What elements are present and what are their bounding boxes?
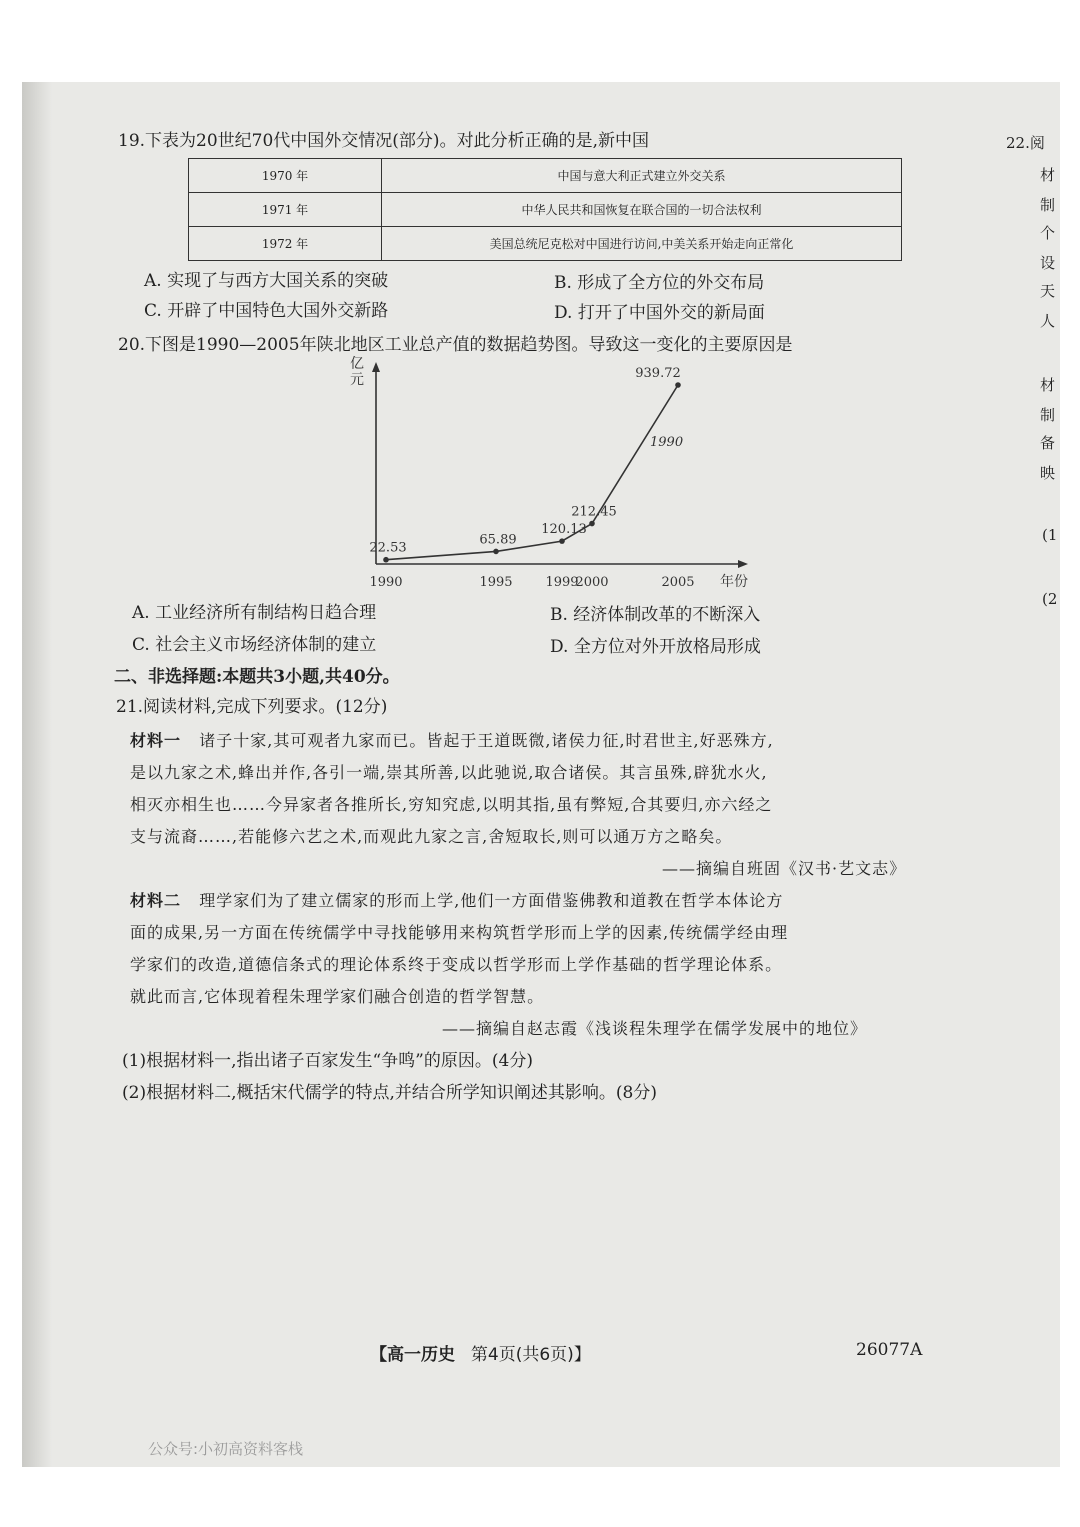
- data-point: [589, 521, 595, 527]
- data-label: 22.53: [369, 540, 407, 556]
- table-cell-year: 1971 年: [189, 193, 382, 227]
- right-column-char: 个: [1040, 224, 1056, 242]
- table-row: [189, 193, 902, 227]
- q21-sub-1: (1)根据材料一,指出诸子百家发生“争鸣”的原因。(4分): [122, 1051, 533, 1071]
- data-label: 120.13: [541, 522, 587, 538]
- q20-stem: 20.下图是1990—2005年陕北地区工业总产值的数据趋势图。导致这一变化的主要原因是: [118, 335, 793, 355]
- x-tick-label: 1999: [545, 575, 579, 590]
- x-tick-label: 1995: [479, 575, 513, 590]
- data-point: [675, 382, 681, 388]
- right-column-char: 人: [1040, 312, 1056, 330]
- right-column-char: 备: [1040, 434, 1056, 452]
- table-cell-event: 中国与意大利正式建立外交关系: [382, 159, 902, 193]
- q19-option-b: B. 形成了全方位的外交布局: [554, 273, 765, 293]
- data-label: 212.45: [571, 504, 617, 520]
- q20-option-b: B. 经济体制改革的不断深入: [550, 605, 761, 625]
- q20-option-a: A. 工业经济所有制结构日趋合理: [132, 603, 377, 623]
- chart-annotation: 1990: [650, 435, 684, 450]
- material-1-line: 相灭亦相生也……今异家者各推所长,穷知究虑,以明其指,虽有弊短,合其要归,亦六经之: [130, 795, 773, 814]
- table-row: [189, 227, 902, 261]
- material-1-label: 材料一: [130, 731, 182, 750]
- footer-page: 第4页(共6页)】: [470, 1345, 591, 1365]
- table-cell-event: 美国总统尼克松对中国进行访问,中美关系开始走向正常化: [382, 227, 902, 261]
- right-column-char: 制: [1040, 196, 1056, 214]
- x-tick-label: 2005: [661, 575, 695, 590]
- material-2-line: 就此而言,它体现着程朱理学家们融合创造的哲学智慧。: [130, 987, 545, 1006]
- q21-sub-2: (2)根据材料二,概括宋代儒学的特点,并结合所学知识阐述其影响。(8分): [122, 1083, 657, 1103]
- footer-subject: 【高一历史: [370, 1345, 455, 1365]
- material-1-line: 是以九家之术,蜂出并作,各引一端,崇其所善,以此驰说,取合诸侯。其言虽殊,辟犹水火,: [130, 763, 768, 782]
- q22-stub: 22.阅: [1006, 134, 1045, 152]
- series-line: [386, 385, 678, 560]
- x-axis-arrow: [738, 560, 748, 568]
- q19-option-c: C. 开辟了中国特色大国外交新路: [144, 301, 389, 321]
- table-cell-year: 1970 年: [189, 159, 382, 193]
- q19-table: [188, 158, 902, 261]
- right-column-char: 映: [1040, 464, 1056, 482]
- x-tick-label: 2000: [575, 575, 609, 590]
- y-axis-arrow: [372, 362, 380, 372]
- watermark: 公众号:小初高资料客栈: [148, 1440, 304, 1458]
- table-cell-year: 1972 年: [189, 227, 382, 261]
- material-2-source: ——摘编自赵志霞《浅谈程朱理学在儒学发展中的地位》: [442, 1019, 868, 1038]
- material-text: 理学家们为了建立儒家的形而上学,他们一方面借鉴佛教和道教在哲学本体论方: [199, 891, 784, 910]
- data-point: [493, 549, 499, 555]
- q20-option-c: C. 社会主义市场经济体制的建立: [132, 635, 377, 655]
- right-column-char: (1: [1042, 526, 1058, 544]
- material-1-line: 支与流裔……,若能修六艺之术,而观此九家之言,舍短取长,则可以通万方之略矣。: [130, 827, 733, 846]
- right-column-char: 材: [1040, 376, 1056, 394]
- right-column-char: 材: [1040, 166, 1056, 184]
- q19-option-d: D. 打开了中国外交的新局面: [554, 303, 765, 323]
- footer-title: [370, 1340, 591, 1365]
- data-point: [559, 538, 565, 544]
- table-row: [189, 159, 902, 193]
- material-2-line: [130, 888, 783, 911]
- section-title: 二、非选择题:本题共3小题,共40分。: [114, 667, 400, 687]
- material-1-line: [130, 728, 774, 751]
- material-2-line: 面的成果,另一方面在传统儒学中寻找能够用来构筑哲学形而上学的因素,传统儒学经由理: [130, 923, 789, 942]
- material-2-label: 材料二: [130, 891, 182, 910]
- q20-option-d: D. 全方位对外开放格局形成: [550, 637, 761, 657]
- material-text: 诸子十家,其可观者九家而已。皆起于王道既微,诸侯力征,时君世主,好恶殊方,: [199, 731, 774, 750]
- table-cell-event: 中华人民共和国恢复在联合国的一切合法权利: [382, 193, 902, 227]
- q20-line-chart: [322, 354, 762, 594]
- data-label: 65.89: [479, 532, 517, 548]
- material-2-line: 学家们的改造,道德信条式的理论体系终于变成以哲学形而上学作基础的哲学理论体系。: [130, 955, 783, 974]
- y-axis-label: 亿: [350, 356, 364, 372]
- q19-option-a: A. 实现了与西方大国关系的突破: [144, 271, 389, 291]
- right-column-char: 天: [1040, 282, 1056, 300]
- data-label: 939.72: [635, 366, 681, 382]
- right-column-char: 设: [1040, 254, 1056, 272]
- footer-code: 26077A: [856, 1340, 923, 1360]
- material-1-source: ——摘编自班固《汉书·艺文志》: [662, 859, 907, 878]
- x-axis-label: 年份: [720, 574, 748, 590]
- y-axis-label: 元: [350, 372, 364, 388]
- q21-stem: 21.阅读材料,完成下列要求。(12分): [116, 697, 388, 717]
- q19-stem: 19.下表为20世纪70代中国外交情况(部分)。对此分析正确的是,新中国: [118, 131, 649, 151]
- page-shadow: [22, 82, 52, 1467]
- data-point: [383, 557, 389, 563]
- right-column-char: (2: [1042, 590, 1058, 608]
- x-tick-label: 1990: [369, 575, 403, 590]
- exam-page: [22, 82, 1060, 1467]
- right-column-char: 制: [1040, 406, 1056, 424]
